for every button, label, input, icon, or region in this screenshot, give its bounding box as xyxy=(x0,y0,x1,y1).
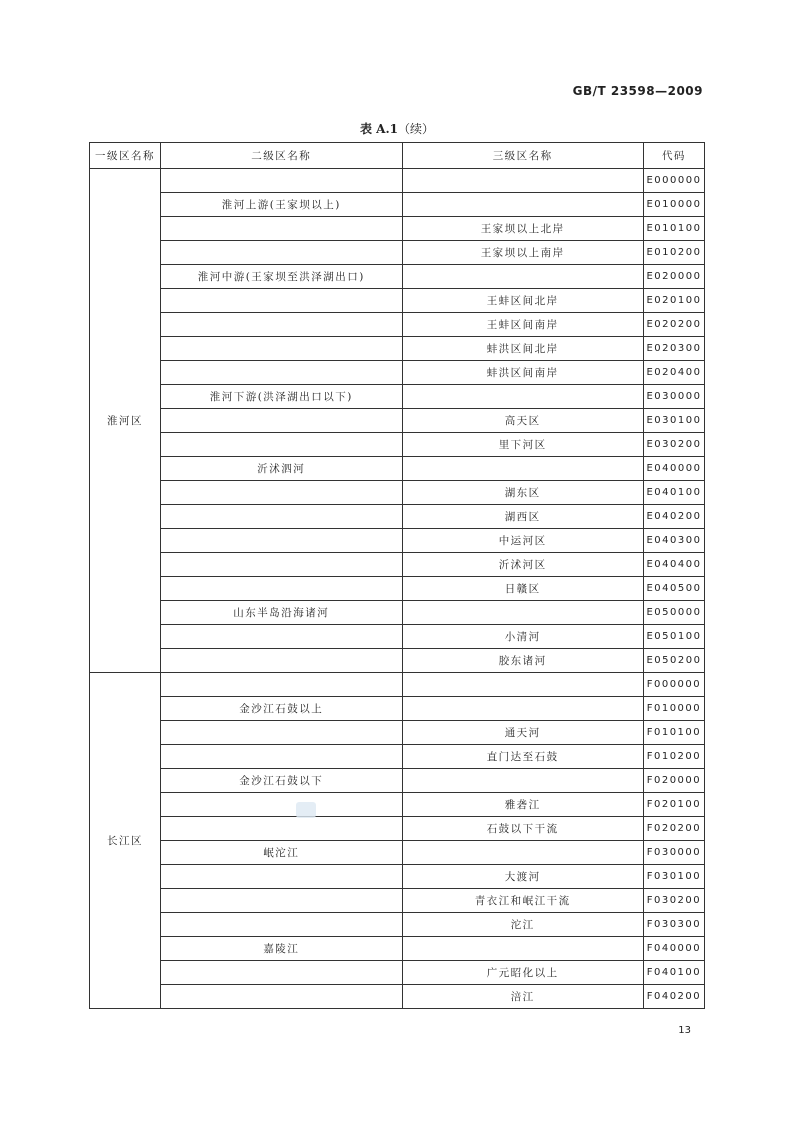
table-row xyxy=(90,217,705,241)
tertiary-region-cell: 湖西区 xyxy=(402,505,643,529)
secondary-region-cell xyxy=(161,577,402,601)
secondary-region-cell xyxy=(161,241,402,265)
secondary-region-cell xyxy=(161,553,402,577)
table-row xyxy=(90,481,705,505)
secondary-region-cell xyxy=(161,433,402,457)
table-row xyxy=(90,361,705,385)
secondary-region-cell xyxy=(161,625,402,649)
tertiary-region-cell xyxy=(402,697,643,721)
table-header-row xyxy=(90,143,705,169)
secondary-region-cell xyxy=(161,745,402,769)
secondary-region-cell xyxy=(161,217,402,241)
region-code-cell: E020400 xyxy=(643,361,704,385)
region-code-cell: E050100 xyxy=(643,625,704,649)
region-code-cell: F030200 xyxy=(643,889,704,913)
table-row xyxy=(90,697,705,721)
region-code-cell: E040000 xyxy=(643,457,704,481)
region-code-cell: F030000 xyxy=(643,841,704,865)
table-row xyxy=(90,745,705,769)
table-title-prefix: 表 A.1 xyxy=(359,122,398,136)
secondary-region-cell xyxy=(161,361,402,385)
secondary-region-cell xyxy=(161,169,402,193)
region-code-cell: E040300 xyxy=(643,529,704,553)
page-number: 13 xyxy=(678,1025,691,1036)
table-row xyxy=(90,889,705,913)
secondary-region-cell xyxy=(161,793,402,817)
table-row xyxy=(90,193,705,217)
table-row xyxy=(90,793,705,817)
tertiary-region-cell: 直门达至石鼓 xyxy=(402,745,643,769)
region-code-cell: E010000 xyxy=(643,193,704,217)
tertiary-region-cell xyxy=(402,265,643,289)
secondary-region-cell xyxy=(161,649,402,673)
tertiary-region-cell: 胶东诸河 xyxy=(402,649,643,673)
secondary-region-cell xyxy=(161,505,402,529)
tertiary-region-cell: 沱江 xyxy=(402,913,643,937)
table-row xyxy=(90,505,705,529)
secondary-region-cell: 淮河下游(洪泽湖出口以下) xyxy=(161,385,402,409)
table-row xyxy=(90,409,705,433)
secondary-region-cell: 山东半岛沿海诸河 xyxy=(161,601,402,625)
secondary-region-cell xyxy=(161,481,402,505)
region-code-cell: F030300 xyxy=(643,913,704,937)
region-code-cell: E030100 xyxy=(643,409,704,433)
column-header: 代码 xyxy=(643,143,704,169)
tertiary-region-cell: 高天区 xyxy=(402,409,643,433)
secondary-region-cell xyxy=(161,889,402,913)
region-code-cell: F020100 xyxy=(643,793,704,817)
table-row xyxy=(90,337,705,361)
secondary-region-cell: 岷沱江 xyxy=(161,841,402,865)
tertiary-region-cell xyxy=(402,169,643,193)
water-region-code-table xyxy=(89,142,705,1009)
tertiary-region-cell: 广元昭化以上 xyxy=(402,961,643,985)
tertiary-region-cell: 石鼓以下干流 xyxy=(402,817,643,841)
tertiary-region-cell xyxy=(402,841,643,865)
table-title xyxy=(0,120,794,137)
tertiary-region-cell xyxy=(402,385,643,409)
tertiary-region-cell: 雅砻江 xyxy=(402,793,643,817)
secondary-region-cell: 淮河上游(王家坝以上) xyxy=(161,193,402,217)
table-row xyxy=(90,265,705,289)
region-code-cell: E000000 xyxy=(643,169,704,193)
region-code-cell: E050000 xyxy=(643,601,704,625)
table-row xyxy=(90,937,705,961)
tertiary-region-cell: 通天河 xyxy=(402,721,643,745)
table-row xyxy=(90,913,705,937)
secondary-region-cell xyxy=(161,817,402,841)
tertiary-region-cell: 湖东区 xyxy=(402,481,643,505)
table-row xyxy=(90,649,705,673)
table-row xyxy=(90,673,705,697)
table-row xyxy=(90,169,705,193)
tertiary-region-cell: 小清河 xyxy=(402,625,643,649)
tertiary-region-cell: 涪江 xyxy=(402,985,643,1009)
secondary-region-cell xyxy=(161,913,402,937)
tertiary-region-cell xyxy=(402,601,643,625)
column-header: 三级区名称 xyxy=(402,143,643,169)
tertiary-region-cell: 青衣江和岷江干流 xyxy=(402,889,643,913)
table-body xyxy=(90,169,705,1009)
table-row xyxy=(90,577,705,601)
table-row xyxy=(90,625,705,649)
tertiary-region-cell: 蚌洪区间南岸 xyxy=(402,361,643,385)
table-row xyxy=(90,985,705,1009)
table-row xyxy=(90,721,705,745)
table-row xyxy=(90,529,705,553)
table-row xyxy=(90,241,705,265)
tertiary-region-cell xyxy=(402,193,643,217)
tertiary-region-cell: 日赣区 xyxy=(402,577,643,601)
tertiary-region-cell: 中运河区 xyxy=(402,529,643,553)
table-row xyxy=(90,601,705,625)
secondary-region-cell: 淮河中游(王家坝至洪泽湖出口) xyxy=(161,265,402,289)
region-code-cell: E040200 xyxy=(643,505,704,529)
tertiary-region-cell: 王家坝以上南岸 xyxy=(402,241,643,265)
secondary-region-cell xyxy=(161,313,402,337)
region-code-cell: E020100 xyxy=(643,289,704,313)
region-code-cell: F040100 xyxy=(643,961,704,985)
region-code-cell: F040200 xyxy=(643,985,704,1009)
secondary-region-cell xyxy=(161,721,402,745)
region-code-cell: E020200 xyxy=(643,313,704,337)
region-code-cell: F010000 xyxy=(643,697,704,721)
tertiary-region-cell xyxy=(402,937,643,961)
table-row xyxy=(90,769,705,793)
region-code-cell: E040100 xyxy=(643,481,704,505)
watermark-logo xyxy=(296,802,316,818)
tertiary-region-cell: 王蚌区间北岸 xyxy=(402,289,643,313)
table-title-suffix: （续） xyxy=(398,122,435,136)
table-row xyxy=(90,433,705,457)
tertiary-region-cell: 蚌洪区间北岸 xyxy=(402,337,643,361)
column-header: 二级区名称 xyxy=(161,143,402,169)
table-row xyxy=(90,385,705,409)
tertiary-region-cell: 里下河区 xyxy=(402,433,643,457)
table-row xyxy=(90,865,705,889)
secondary-region-cell xyxy=(161,337,402,361)
tertiary-region-cell xyxy=(402,457,643,481)
region-code-cell: F000000 xyxy=(643,673,704,697)
table-row xyxy=(90,457,705,481)
region-code-cell: F010100 xyxy=(643,721,704,745)
table-row xyxy=(90,553,705,577)
secondary-region-cell xyxy=(161,865,402,889)
table-row xyxy=(90,961,705,985)
region-code-cell: E020300 xyxy=(643,337,704,361)
region-code-cell: E030200 xyxy=(643,433,704,457)
region-code-cell: E010100 xyxy=(643,217,704,241)
secondary-region-cell xyxy=(161,673,402,697)
column-header: 一级区名称 xyxy=(90,143,161,169)
secondary-region-cell xyxy=(161,985,402,1009)
table-row xyxy=(90,841,705,865)
table-row xyxy=(90,817,705,841)
tertiary-region-cell xyxy=(402,769,643,793)
region-code-cell: F010200 xyxy=(643,745,704,769)
secondary-region-cell xyxy=(161,289,402,313)
secondary-region-cell: 金沙江石鼓以上 xyxy=(161,697,402,721)
table-row xyxy=(90,313,705,337)
primary-region-cell: 长江区 xyxy=(90,673,161,1009)
tertiary-region-cell: 王蚌区间南岸 xyxy=(402,313,643,337)
region-code-cell: E020000 xyxy=(643,265,704,289)
tertiary-region-cell: 大渡河 xyxy=(402,865,643,889)
primary-region-cell: 淮河区 xyxy=(90,169,161,673)
secondary-region-cell xyxy=(161,529,402,553)
tertiary-region-cell: 王家坝以上北岸 xyxy=(402,217,643,241)
region-code-cell: E040400 xyxy=(643,553,704,577)
region-code-cell: F030100 xyxy=(643,865,704,889)
secondary-region-cell xyxy=(161,409,402,433)
secondary-region-cell: 沂沭泗河 xyxy=(161,457,402,481)
secondary-region-cell xyxy=(161,961,402,985)
region-code-cell: F040000 xyxy=(643,937,704,961)
region-code-cell: E010200 xyxy=(643,241,704,265)
secondary-region-cell: 金沙江石鼓以下 xyxy=(161,769,402,793)
tertiary-region-cell: 沂沭河区 xyxy=(402,553,643,577)
region-code-cell: E050200 xyxy=(643,649,704,673)
region-code-cell: E040500 xyxy=(643,577,704,601)
region-code-cell: F020200 xyxy=(643,817,704,841)
region-code-cell: E030000 xyxy=(643,385,704,409)
secondary-region-cell: 嘉陵江 xyxy=(161,937,402,961)
region-code-cell: F020000 xyxy=(643,769,704,793)
tertiary-region-cell xyxy=(402,673,643,697)
standard-code: GB/T 23598—2009 xyxy=(572,84,703,98)
table-row xyxy=(90,289,705,313)
